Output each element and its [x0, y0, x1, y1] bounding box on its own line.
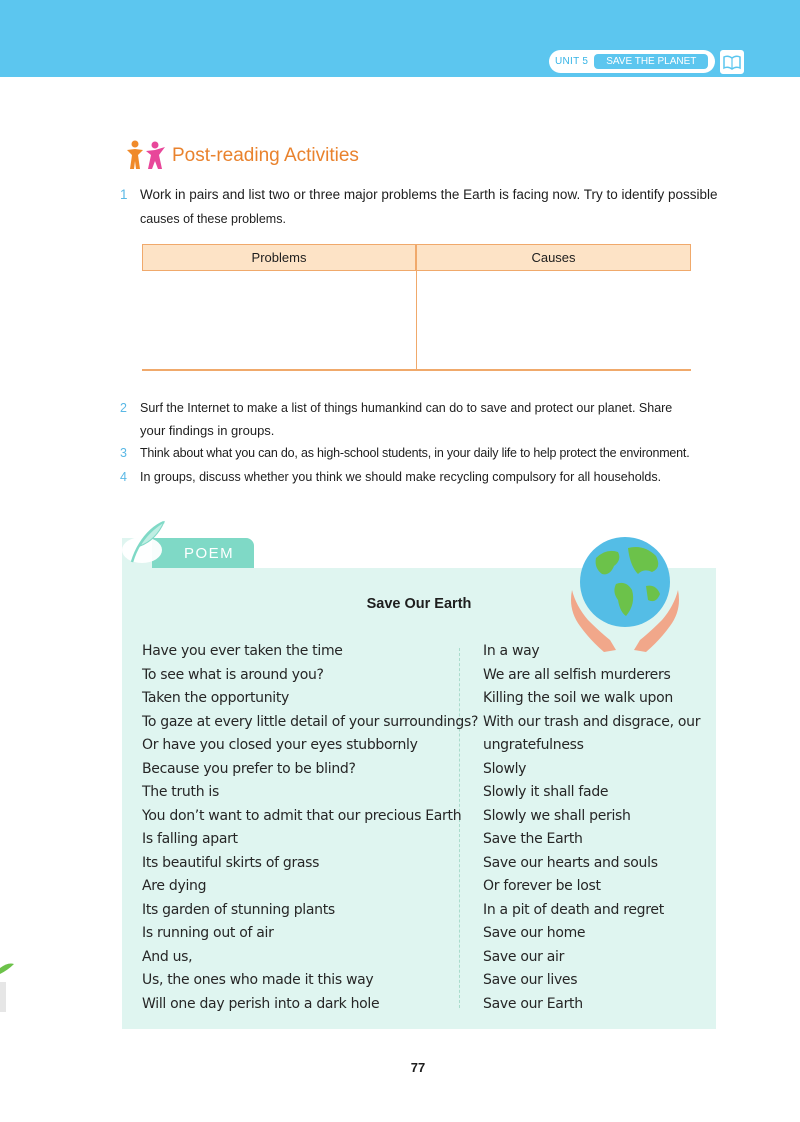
- poem-line: Are dying: [142, 878, 207, 894]
- question-text: In groups, discuss whether you think we should make recycling compulsory for all households.: [140, 470, 662, 484]
- poem-left-column: [142, 640, 478, 1016]
- poem-line: Is falling apart: [142, 831, 238, 847]
- question-number: 1: [120, 187, 128, 202]
- poem-line: In a way: [483, 643, 540, 659]
- question-4: [120, 466, 720, 488]
- kids-icon: [124, 140, 168, 172]
- question-number: 4: [120, 470, 127, 484]
- book-icon: [718, 48, 746, 76]
- poem-line: To see what is around you?: [142, 666, 324, 683]
- poem-line: Will one day perish into a dark hole: [142, 995, 380, 1012]
- poem-line: In a pit of death and regret: [483, 901, 664, 918]
- poem-line: Save the Earth: [483, 831, 583, 847]
- question-1: [120, 184, 720, 230]
- poem-line: Have you ever taken the time: [142, 643, 343, 659]
- poem-line: Save our lives: [483, 972, 578, 988]
- poem-line: Save our hearts and souls: [483, 854, 658, 871]
- table-header-problems: Problems: [142, 244, 416, 271]
- question-text: Work in pairs and list two or three major problems the Earth is facing now. Try to identify possible: [140, 187, 718, 202]
- poem-line: Killing the soil we walk upon: [483, 690, 673, 706]
- unit-tab: [549, 50, 715, 73]
- poem-line: Or forever be lost: [483, 878, 601, 894]
- table-header-causes: Causes: [416, 244, 691, 271]
- question-text-continued: causes of these problems.: [140, 212, 286, 226]
- question-text: Think about what you can do, as high-school students, in your daily life to help protect the environment.: [140, 446, 690, 460]
- unit-title: SAVE THE PLANET: [594, 54, 708, 69]
- table-body: [142, 271, 691, 371]
- poem-line: Is running out of air: [142, 925, 274, 941]
- poem-line: Slowly: [483, 760, 527, 777]
- poem-line: Because you prefer to be blind?: [142, 760, 356, 777]
- poem-line: Its garden of stunning plants: [142, 901, 335, 918]
- question-text: Surf the Internet to make a list of things humankind can do to save and protect our planet. Share: [140, 401, 673, 415]
- poem-line: Us, the ones who made it this way: [142, 972, 374, 988]
- table-header: [142, 244, 691, 271]
- question-3: [120, 442, 720, 464]
- section-title-text: Post-reading Activities: [172, 145, 359, 166]
- poem-line: With our trash and disgrace, our: [483, 713, 701, 730]
- poem-label: POEM: [184, 545, 235, 562]
- poem-line: Or have you closed your eyes stubbornly: [142, 737, 418, 753]
- page-number: 77: [410, 1060, 426, 1075]
- poem-line: And us,: [142, 948, 193, 965]
- poem-line: Taken the opportunity: [142, 690, 290, 706]
- globe-in-hands-icon: [566, 528, 684, 656]
- quill-icon: [120, 518, 170, 568]
- poem-line: To gaze at every little detail of your surroundings?: [142, 713, 479, 730]
- table-column-divider: [416, 271, 417, 371]
- question-number: 2: [120, 401, 127, 415]
- question-text-continued: your findings in groups.: [140, 423, 275, 438]
- poem-title: Save Our Earth: [366, 596, 472, 612]
- poem-line: We are all selfish murderers: [483, 666, 671, 683]
- question-2: [120, 397, 720, 442]
- poem-line: The truth is: [142, 784, 220, 800]
- poem-line: Slowly it shall fade: [483, 784, 609, 800]
- poem-line: You don’t want to admit that our precious Earth: [142, 807, 462, 824]
- leaf-fragment-icon: [0, 948, 16, 1018]
- poem-line: Save our air: [483, 948, 565, 965]
- question-number: 3: [120, 446, 127, 460]
- problems-causes-table: [142, 244, 691, 371]
- unit-label: UNIT 5: [555, 56, 589, 67]
- section-title: [124, 140, 359, 172]
- poem-line: Save our Earth: [483, 995, 583, 1012]
- poem-right-column: [483, 640, 700, 1016]
- poem-line: Its beautiful skirts of grass: [142, 854, 320, 871]
- poem-line: Save our home: [483, 925, 586, 941]
- poem-line: Slowly we shall perish: [483, 807, 631, 824]
- poem-line: ungratefulness: [483, 737, 584, 753]
